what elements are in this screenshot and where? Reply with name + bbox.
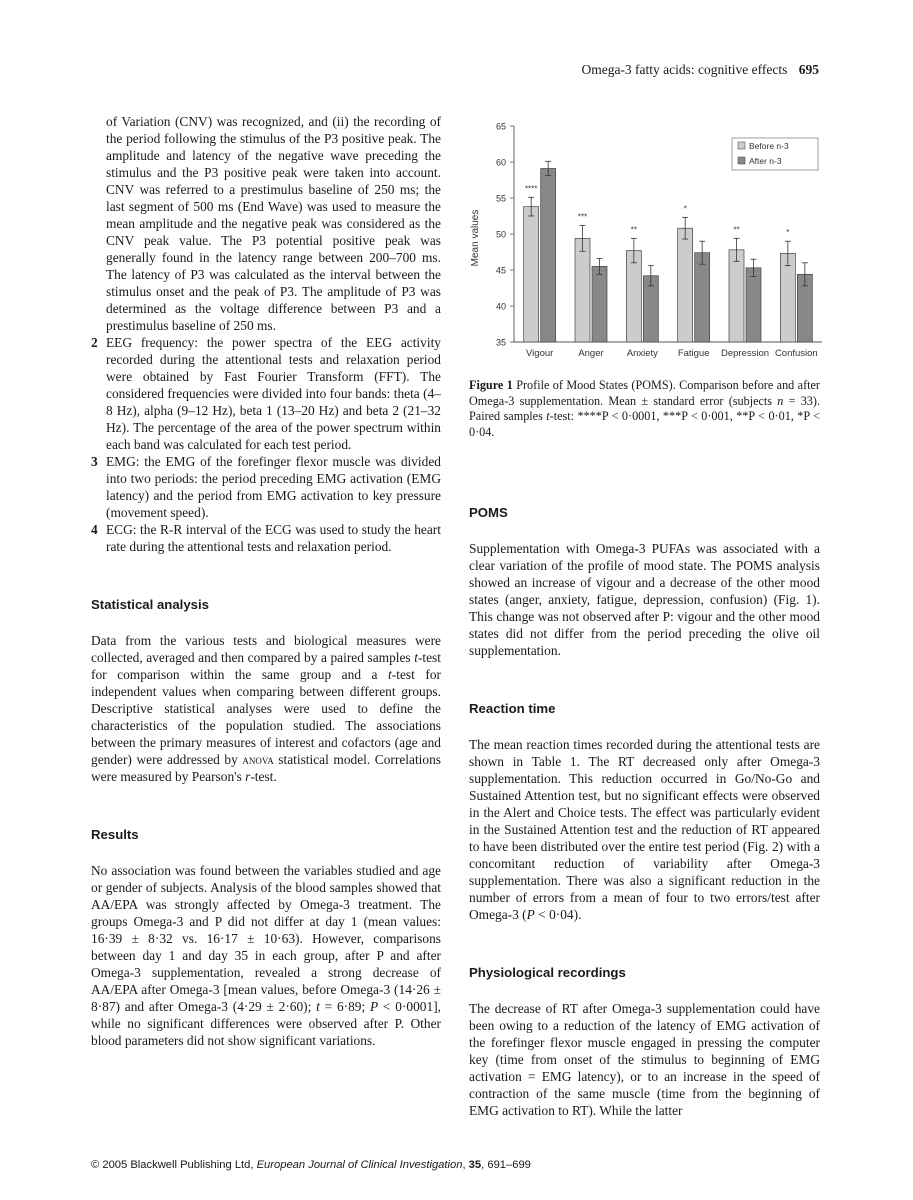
figure-caption: Figure 1 Profile of Mood States (POMS). Comparison before and after Omega-3 supplementation. Mean ± standard error (subjects n = 33). Paired samples t-test: ****P < 0·0001, ***P < 0·001, **P < 0·01, *P < 0·04. [469,378,820,439]
item-number: 2 [91,335,98,350]
reaction-time-heading: Reaction time [469,701,556,716]
poms-heading: POMS [469,505,508,520]
physiological-paragraph: The decrease of RT after Omega-3 supplementation could have been owing to a reduction of the latency of EMG activation of the forefinger flexor muscle engaged in pressing the computer key (time from onset of the stimulus to beginning of EMG activation = EMG latency), or to an increase in the speed of contraction of the same muscle (time from the beginning of EMG activation to RT). While the latter [469,1001,820,1118]
right-column [469,378,820,1119]
category-label: Vigour [526,348,554,359]
significance-marker: ** [630,225,637,235]
y-tick-label: 35 [495,337,506,348]
list-item [91,334,441,453]
item-text: ECG: the R-R interval of the ECG was used to study the heart rate during the attentional tests and relaxation period. [106,522,441,554]
significance-marker: * [786,228,790,238]
y-axis-label: Mean values [470,209,481,267]
y-tick-label: 55 [495,193,506,204]
bar [541,168,556,342]
item-number: 3 [91,454,98,469]
statistical-analysis-heading: Statistical analysis [91,597,210,612]
legend-label-before: Before n-3 [749,141,789,151]
bar [695,253,710,342]
y-tick-label: 65 [495,121,506,132]
left-column [91,113,441,1049]
category-label: Anxiety [626,348,658,359]
bar [678,228,693,342]
significance-marker: **** [524,184,538,194]
y-tick-label: 50 [495,229,506,240]
reaction-time-paragraph: The mean reaction times recorded during the attentional tests are shown in Table 1. The RT decreased only after Omega-3 supplementation. This reduction occurred in Go/No-Go and Sustained Attention test, but no significant effects were observed in the Alert and Choice tests. The effect was particularly evident in the Sustained Attention test and the reduction of RT appeared to have been distributed over the entire test period (Fig. 2) with a concomitant reduction of variability after Omega-3 supplementation. There was also a significant reduction in the number of errors from a mean of four to two errors/test after Omega-3 (P < 0·04). [469,737,820,922]
item-text: EEG frequency: the power spectra of the EEG activity recorded during the attentional tests and relaxation period were obtained by Fast Fourier Transform (FFT). The considered frequencies were divided into four bands: theta (4–8 Hz), alpha (9–12 Hz), beta 1 (13–20 Hz) and beta 2 (21–32 Hz). The percentage of the area of the power spectrum within each band was calculated for each test period. [106,335,441,452]
bar [780,253,795,342]
bar [592,266,607,342]
y-tick-label: 45 [495,265,506,276]
mood-bar-chart [464,114,824,370]
results-paragraph: No association was found between the variables studied and age or gender of subjects. Analysis of the blood samples showed that AA/EPA was strongly affected by Omega-3 treatment. The groups Omega-3 and P did not differ at day 1 (mean values: 16·39 ± 8·32 vs. 16·17 ± 10·63). However, comparisons between day 1 and day 35 in each group, after P and after Omega-3 supplementation, revealed a strong decrease of AA/EPA after Omega-3 [mean values, before Omega-3 (14·26 ± 8·87) and after Omega-3 (4·29 ± 2·60); t = 6·89; P < 0·0001], while no significant differences were observed after P. Other blood parameters did not show significant variations. [91,863,441,1048]
significance-marker: ** [733,225,740,235]
category-label: Anger [578,348,604,359]
list-item [91,453,441,521]
results-heading: Results [91,827,139,842]
running-title: Omega-3 fatty acids: cognitive effects [581,62,788,77]
methods-list [91,334,441,555]
y-tick-label: 60 [495,157,506,168]
running-header [581,62,819,78]
item-number: 4 [91,522,98,537]
category-label: Fatigue [677,348,710,359]
legend-swatch-after [738,157,745,164]
bar [575,238,590,342]
legend-swatch-before [738,142,745,149]
cnv-paragraph: of Variation (CNV) was recognized, and (ii) the recording of the period following the stimulus of the P3 positive peak. The amplitude and latency of the negative wave preceding the stimulus and the P3 positive peak were taken into account. CNV was referred to a prestimulus baseline of 250 ms; the last segment of 500 ms (End Wave) was used to measure the mean amplitude and the negative peak was considered as the CNV peak value. The P3 potential positive peak was generally found in the latency range between 200–700 ms. The latency of P3 was calculated as the interval between the stimulus onset and the peak of P3. The amplitude of P3 was determined as the voltage difference between P3 and a prestimulus baseline of 250 ms. [106,114,441,333]
legend-label-after: After n-3 [749,156,782,166]
bar [524,207,539,342]
physiological-recordings-heading: Physiological recordings [469,965,626,980]
item-text: EMG: the EMG of the forefinger flexor muscle was divided into two periods: the period preceding EMG activation (EMG latency) and the period from EMG activation to key pressure (movement speed). [106,454,441,520]
y-tick-label: 40 [495,301,506,312]
bar [746,268,761,342]
bar [729,250,744,342]
category-label: Confusion [774,348,818,359]
significance-marker: * [683,204,687,214]
figure-1-chart [464,114,824,370]
significance-marker: *** [577,212,588,222]
legend [732,138,818,170]
list-item [91,521,441,555]
category-label: Depression [720,348,770,359]
poms-paragraph: Supplementation with Omega-3 PUFAs was associated with a clear variation of the profile of mood state. The POMS analysis showed an increase of vigour and a decrease of the other mood states (anger, anxiety, fatigue, depression, confusion) (Fig. 1). This change was not observed after P: vigour and the other mood states did not differ from the period preceding the olive oil supplementation. [469,541,820,658]
page-number: 695 [798,62,819,77]
bar [626,251,641,342]
statistical-analysis-paragraph: Data from the various tests and biological measures were collected, averaged and then compared by a paired samples t-test for comparison within the same group and a t-test for independent values when comparing between different groups. Descriptive statistical analyses were used to define the characteristics of the population studied. The associations between the primary measures of interest and cofactors (age and gender) were addressed by anova statistical model. Correlations were measured by Pearson's r-test. [91,633,441,784]
page-footer: © 2005 Blackwell Publishing Ltd, European Journal of Clinical Investigation, 35, 691–699 [91,1159,531,1171]
